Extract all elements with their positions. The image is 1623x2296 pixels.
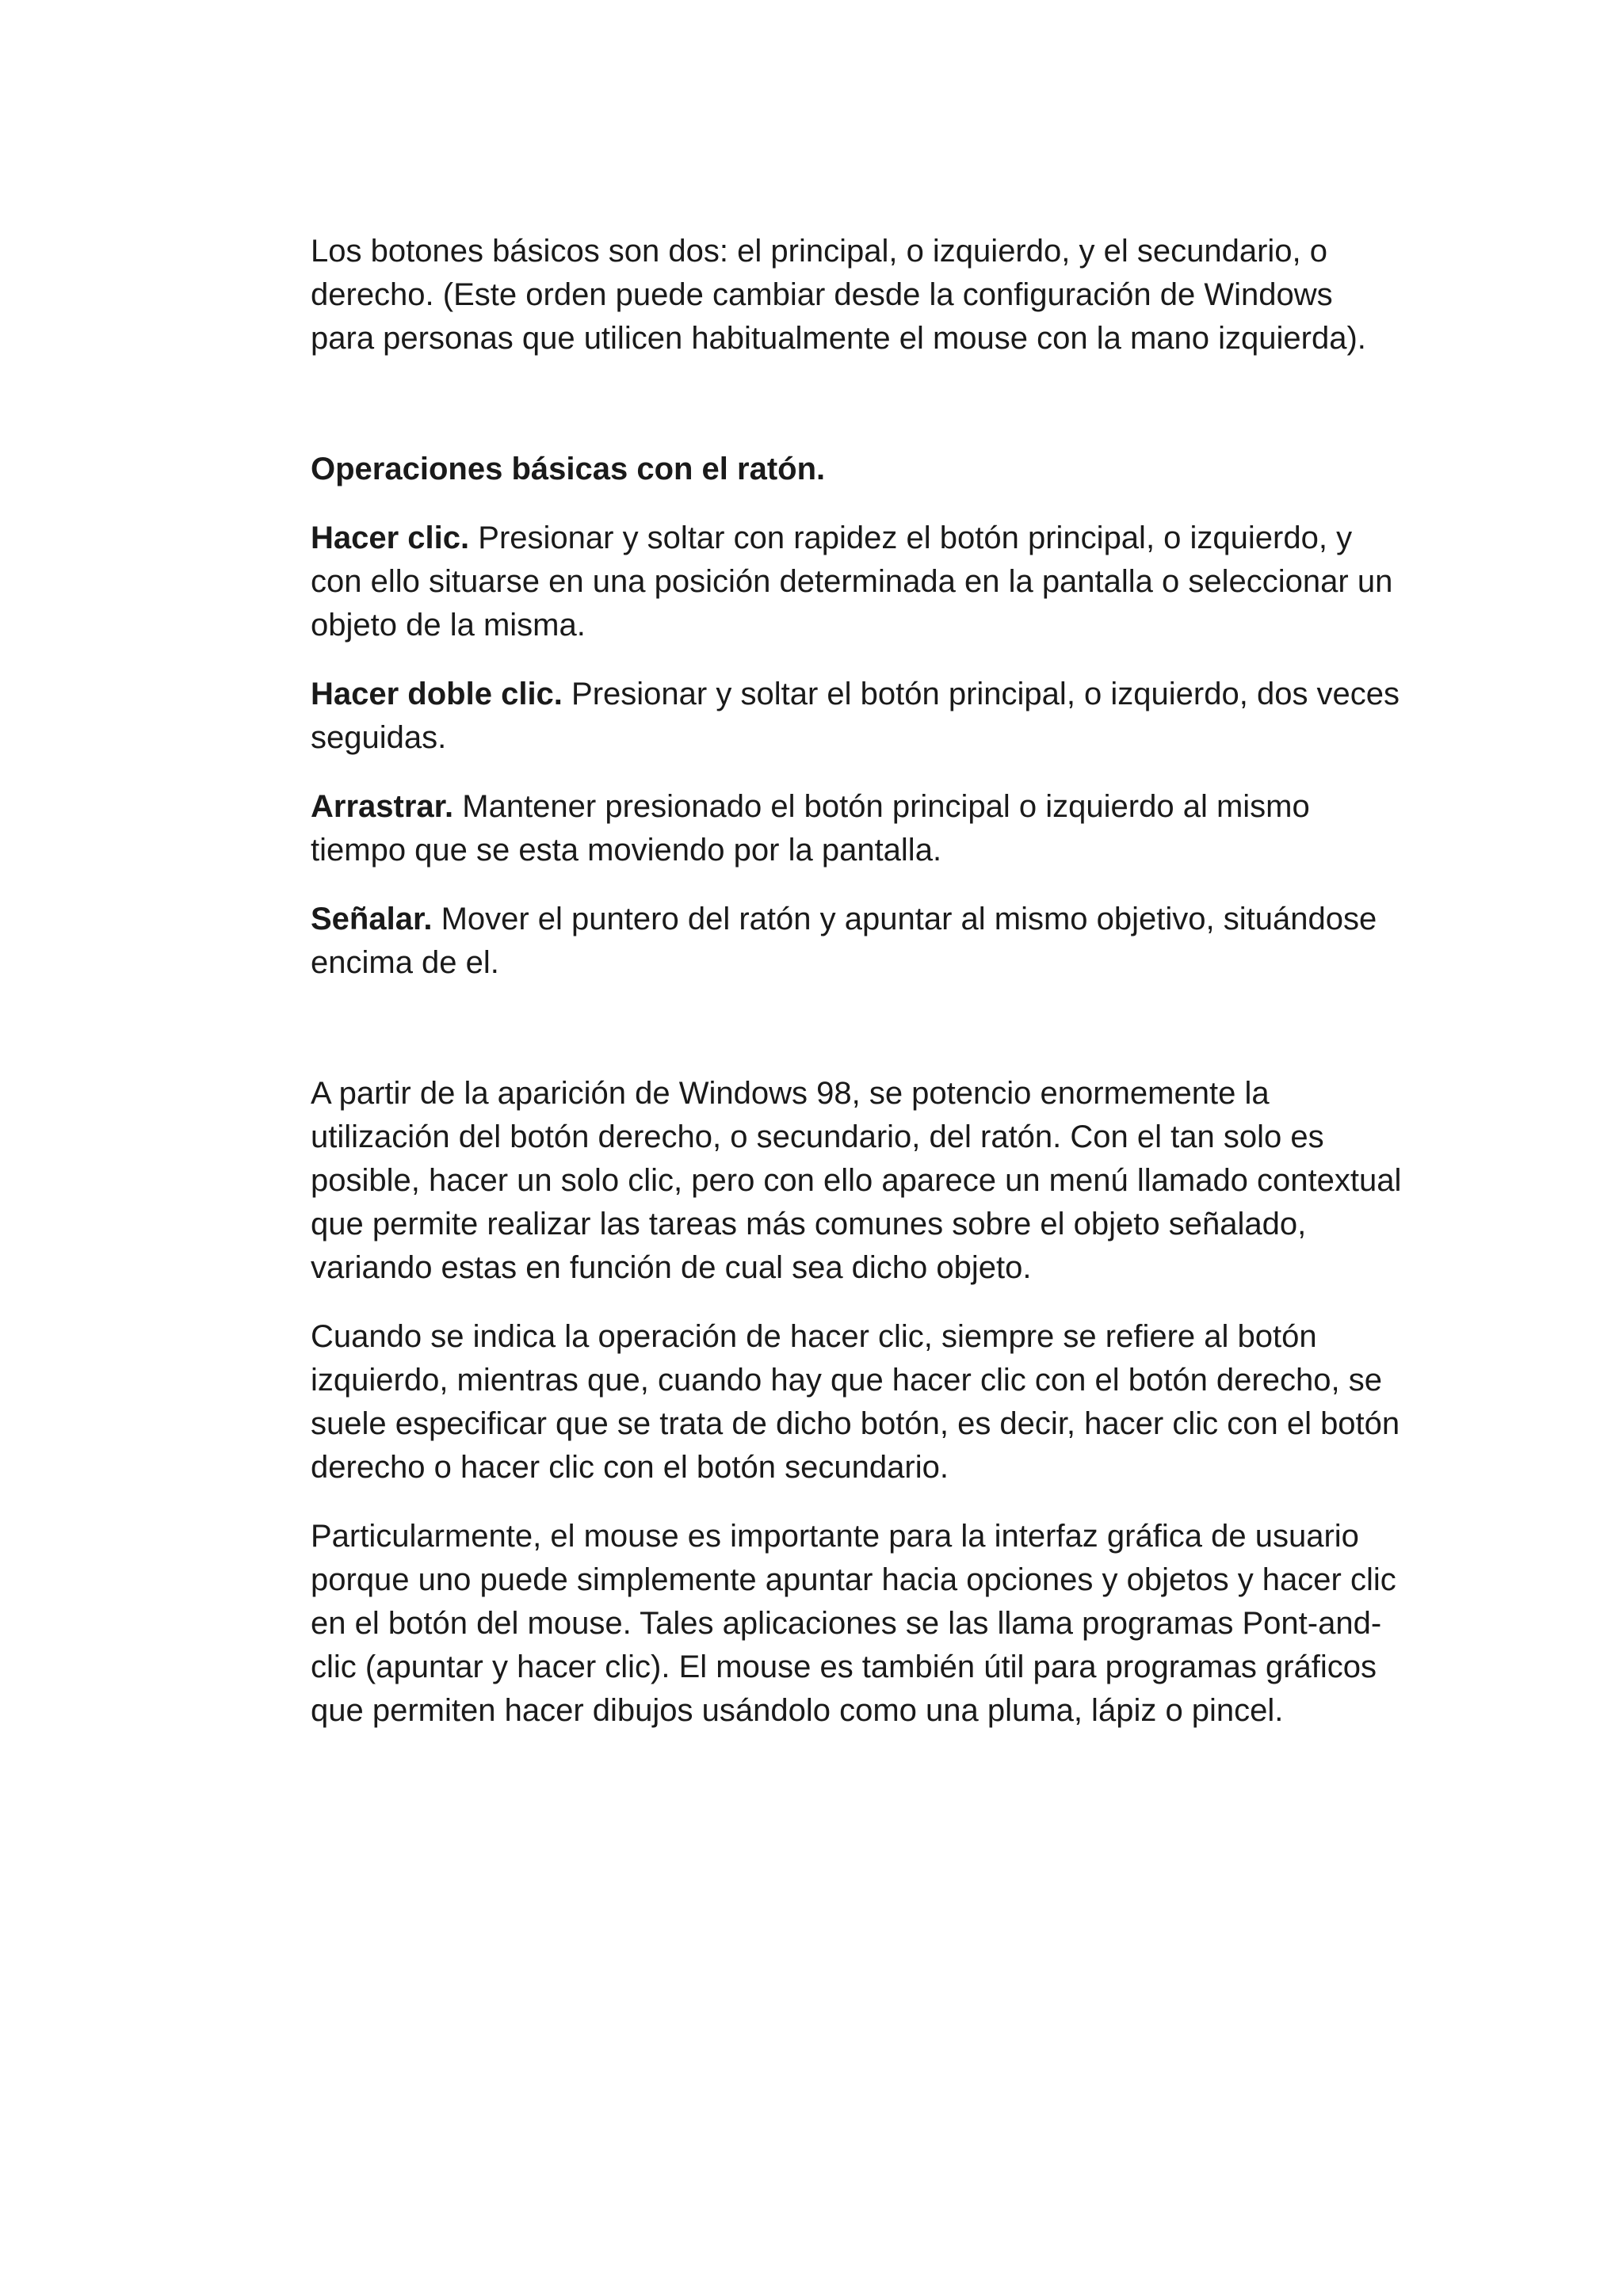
body-paragraph: Cuando se indica la operación de hacer clic, siempre se refiere al botón izquierdo, mientras que, cuando hay que hacer clic con el botón derecho, se suele especificar que se trata de dicho botón, es decir, hacer clic con el botón derecho o hacer clic con el botón secundario.: [311, 1319, 1400, 1485]
body-paragraph: Particularmente, el mouse es importante para la interfaz gráfica de usuario porque uno puede simplemente apuntar hacia opciones y objetos y hacer clic en el botón del mouse. Tales aplicaciones se las llama programas Pont-and-clic (apuntar y hacer clic). El mouse es también útil para programas gráficos que permiten hacer dibujos usándolo como una pluma, lápiz o pincel.: [311, 1519, 1396, 1728]
operation-term: Señalar.: [311, 902, 433, 936]
intro-paragraph: Los botones básicos son dos: el principal, o izquierdo, y el secundario, o derecho. (Este orden puede cambiar desde la configuración de Windows para personas que utilicen habitualmente el mouse con la mano izquierda).: [311, 234, 1366, 356]
operation-term: Hacer doble clic.: [311, 677, 563, 711]
operation-description: Presionar y soltar con rapidez el botón principal, o izquierdo, y con ello situarse en una posición determinada en la pantalla o seleccionar un objeto de la misma.: [311, 521, 1393, 643]
operation-term: Hacer clic.: [311, 521, 470, 555]
operation-hacer-doble-clic: [311, 673, 1404, 760]
operation-term: Arrastrar.: [311, 789, 454, 824]
operation-description: Mantener presionado el botón principal o izquierdo al mismo tiempo que se esta moviendo por la pantalla.: [311, 789, 1310, 868]
operation-arrastrar: [311, 785, 1404, 872]
body-paragraph: A partir de la aparición de Windows 98, se potencio enormemente la utilización del botón derecho, o secundario, del ratón. Con el tan solo es posible, hacer un solo clic, pero con ello aparece un menú llamado contextual que permite realizar las tareas más comunes sobre el objeto señalado, variando estas en función de cual sea dicho objeto.: [311, 1076, 1402, 1285]
section-heading: Operaciones básicas con el ratón.: [311, 452, 826, 486]
operation-senalar: [311, 898, 1404, 985]
operation-description: Presionar y soltar el botón principal, o izquierdo, dos veces seguidas.: [311, 677, 1400, 755]
operation-hacer-clic: [311, 517, 1404, 647]
document-body: [311, 230, 1404, 1758]
operation-description: Mover el puntero del ratón y apuntar al mismo objetivo, situándose encima de el.: [311, 902, 1377, 980]
